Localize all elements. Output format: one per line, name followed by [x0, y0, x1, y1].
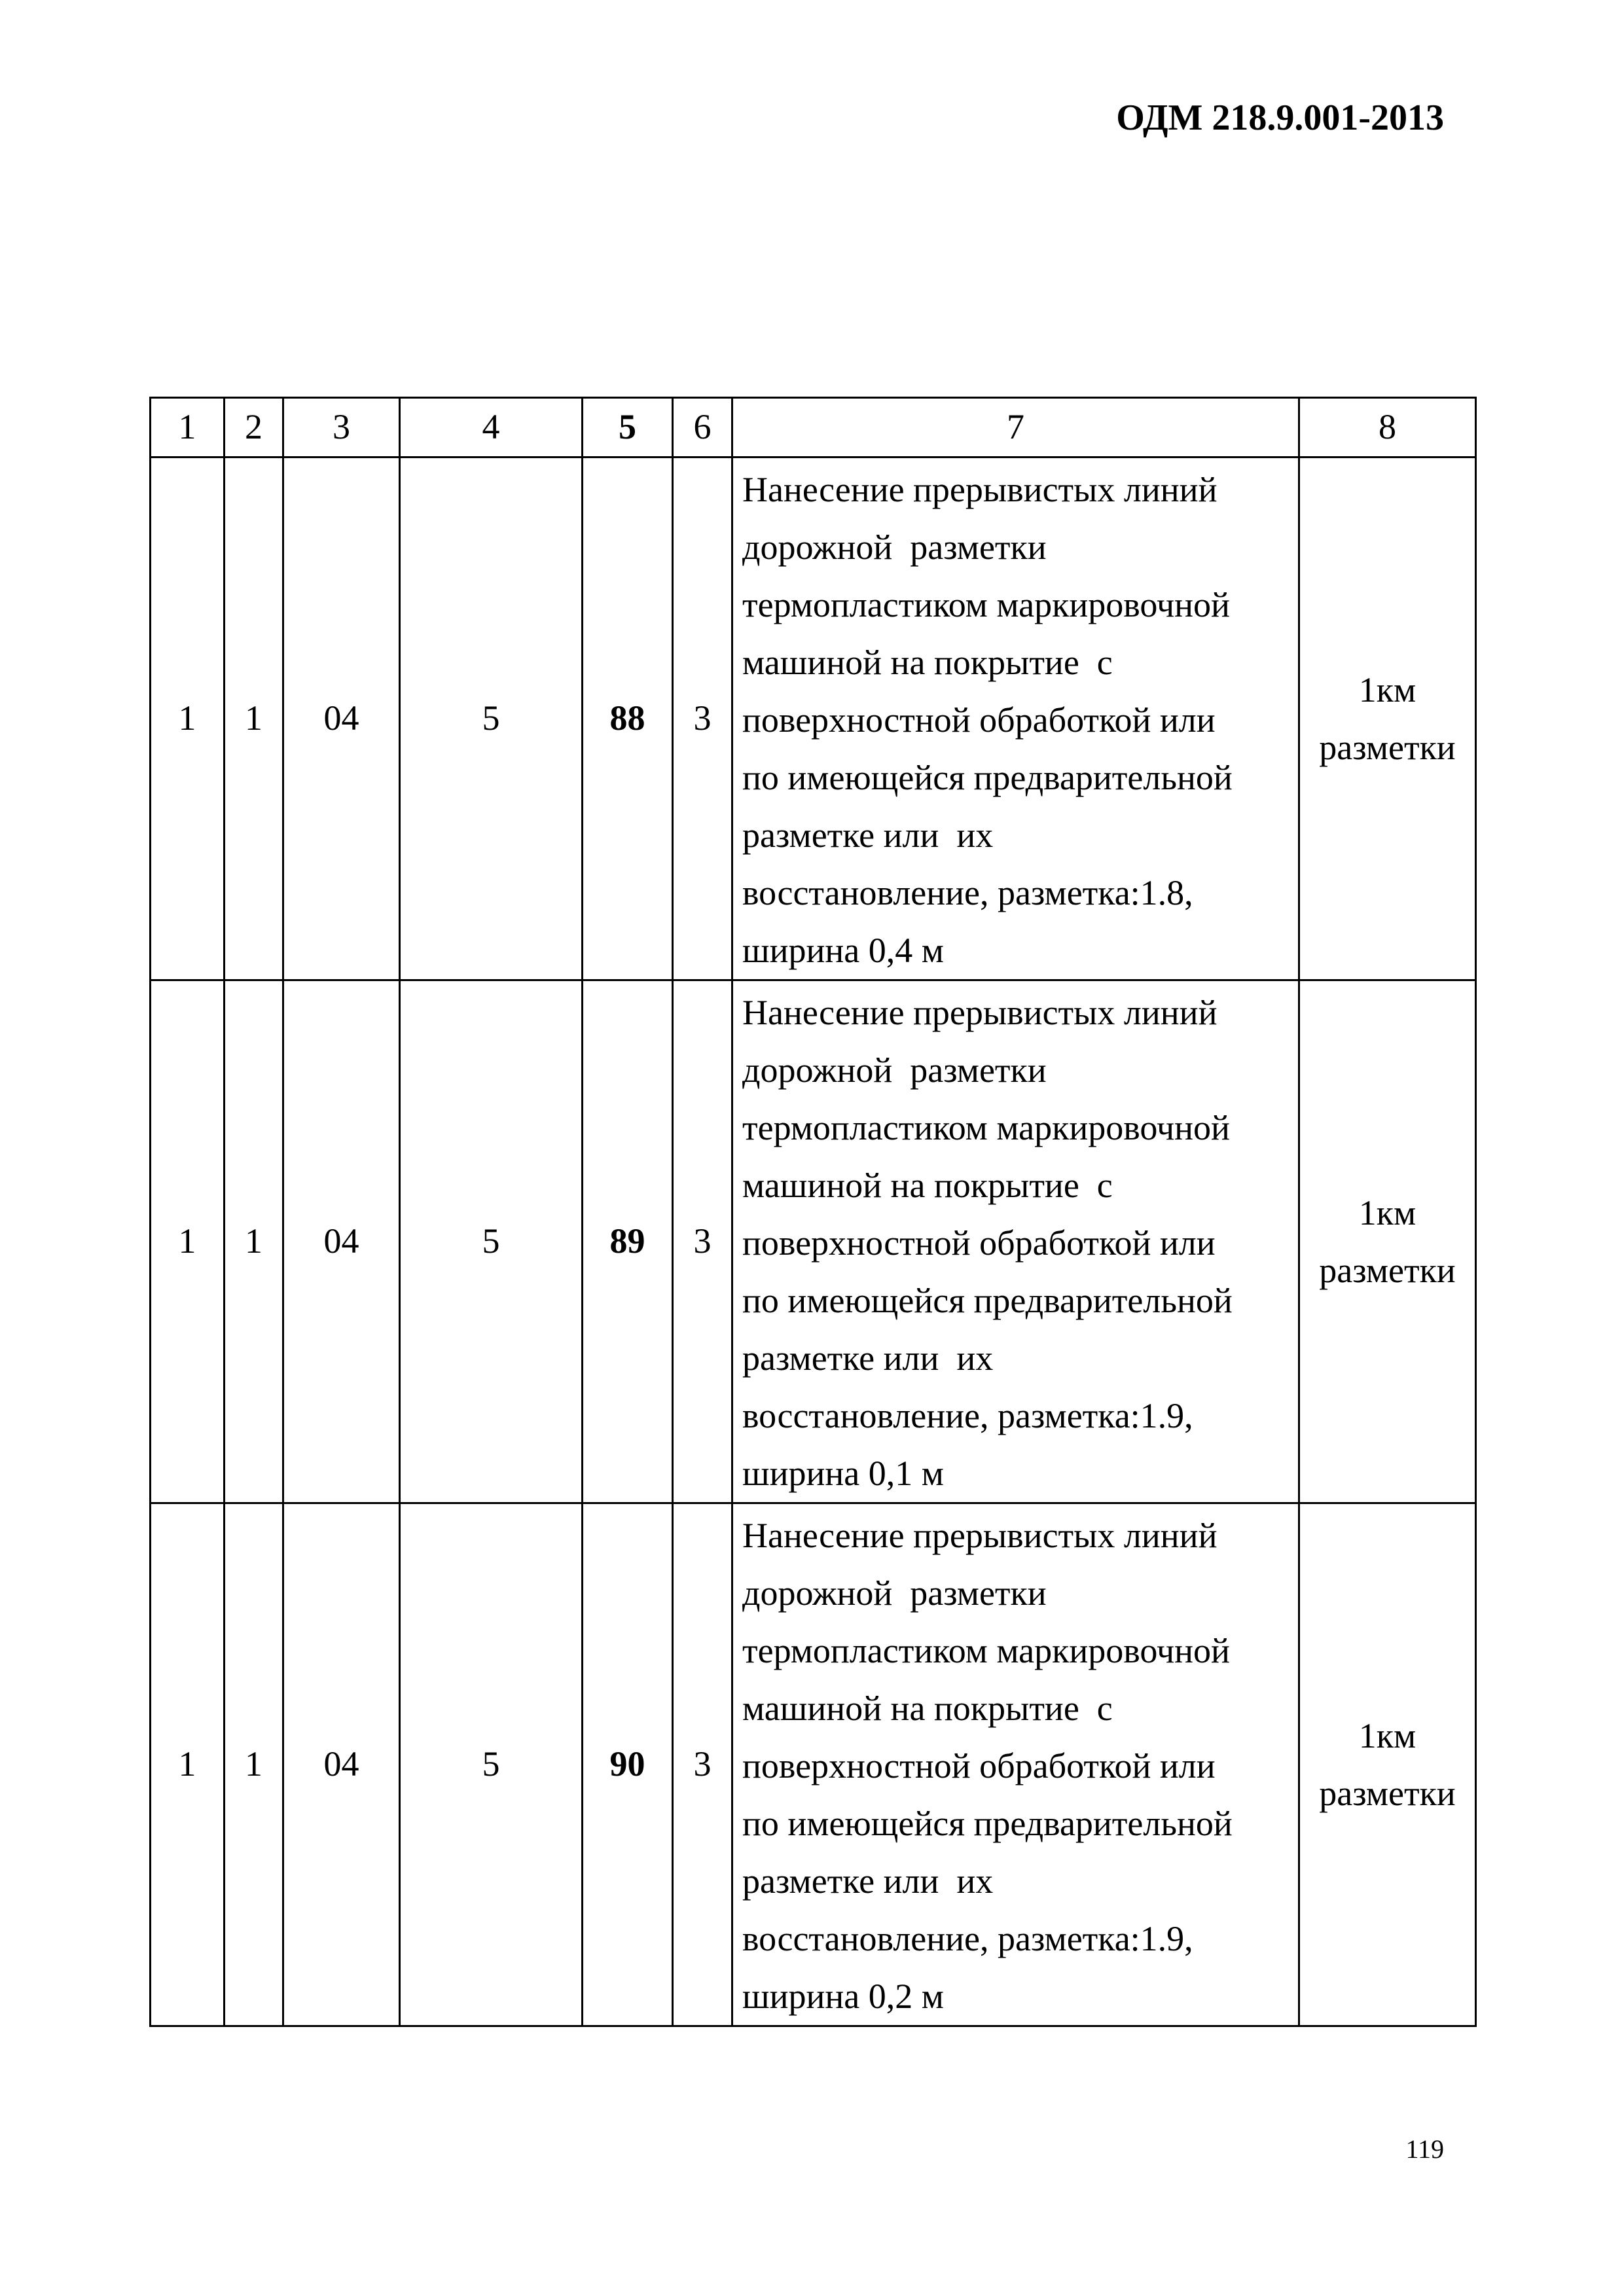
- description-line: ширина 0,2 м: [742, 1977, 944, 2016]
- cell-col-1: 1: [151, 457, 225, 980]
- description-line: Нанесение прерывистых линий: [742, 470, 1218, 509]
- cell-col-5-code: 88: [583, 457, 673, 980]
- cell-unit: [1299, 980, 1476, 1503]
- description-line: термопластиком маркировочной: [742, 1108, 1230, 1147]
- cell-col-1: 1: [151, 980, 225, 1503]
- description-line: машиной на покрытие с: [742, 1166, 1113, 1205]
- description-line: ширина 0,4 м: [742, 931, 944, 970]
- column-number-6: 6: [673, 398, 732, 457]
- description-line: поверхностной обработкой или: [742, 700, 1216, 740]
- column-number-3: 3: [283, 398, 400, 457]
- description-line: ширина 0,1 м: [742, 1454, 944, 1493]
- unit-line: разметки: [1319, 1774, 1456, 1813]
- unit-line: разметки: [1319, 728, 1456, 767]
- cell-col-2: 1: [225, 980, 283, 1503]
- table-header-row: [151, 398, 1476, 457]
- unit-line: 1км: [1358, 1716, 1416, 1755]
- description-line: термопластиком маркировочной: [742, 585, 1230, 624]
- cell-description: [732, 980, 1299, 1503]
- document-code: ОДМ 218.9.001-2013: [1116, 98, 1444, 138]
- description-line: по имеющейся предварительной: [742, 1281, 1233, 1320]
- description-line: по имеющейся предварительной: [742, 1804, 1233, 1843]
- cell-col-4: 5: [400, 457, 583, 980]
- cell-col-5-code: 90: [583, 1503, 673, 2026]
- description-line: поверхностной обработкой или: [742, 1223, 1216, 1263]
- cell-col-1: 1: [151, 1503, 225, 2026]
- description-line: разметке или их: [742, 1338, 994, 1378]
- unit-line: 1км: [1358, 670, 1416, 709]
- cell-col-3: 04: [283, 980, 400, 1503]
- description-line: Нанесение прерывистых линий: [742, 993, 1218, 1032]
- cell-col-4: 5: [400, 980, 583, 1503]
- description-line: термопластиком маркировочной: [742, 1631, 1230, 1670]
- cell-col-6: 3: [673, 457, 732, 980]
- classification-table-container: [149, 397, 1475, 2027]
- table-row: [151, 980, 1476, 1503]
- cell-col-5-code: 89: [583, 980, 673, 1503]
- cell-col-6: 3: [673, 980, 732, 1503]
- cell-col-6: 3: [673, 1503, 732, 2026]
- cell-col-3: 04: [283, 457, 400, 980]
- description-line: восстановление, разметка:1.8,: [742, 873, 1193, 912]
- description-line: машиной на покрытие с: [742, 1689, 1113, 1728]
- cell-description: [732, 457, 1299, 980]
- cell-col-2: 1: [225, 457, 283, 980]
- cell-description: [732, 1503, 1299, 2026]
- cell-col-2: 1: [225, 1503, 283, 2026]
- description-line: дорожной разметки: [742, 1050, 1047, 1090]
- description-line: разметке или их: [742, 1861, 994, 1901]
- column-number-8: 8: [1299, 398, 1476, 457]
- description-line: дорожной разметки: [742, 528, 1047, 567]
- column-number-2: 2: [225, 398, 283, 457]
- column-number-7: 7: [732, 398, 1299, 457]
- cell-col-4: 5: [400, 1503, 583, 2026]
- cell-unit: [1299, 1503, 1476, 2026]
- column-number-4: 4: [400, 398, 583, 457]
- cell-col-3: 04: [283, 1503, 400, 2026]
- description-line: дорожной разметки: [742, 1573, 1047, 1613]
- description-line: разметке или их: [742, 816, 994, 855]
- unit-line: разметки: [1319, 1251, 1456, 1290]
- description-line: машиной на покрытие с: [742, 643, 1113, 682]
- description-line: восстановление, разметка:1.9,: [742, 1396, 1193, 1435]
- description-line: Нанесение прерывистых линий: [742, 1516, 1218, 1555]
- table-row: [151, 1503, 1476, 2026]
- unit-line: 1км: [1358, 1193, 1416, 1232]
- column-number-5: 5: [583, 398, 673, 457]
- classification-table: [149, 397, 1477, 2027]
- description-line: поверхностной обработкой или: [742, 1746, 1216, 1785]
- table-row: [151, 457, 1476, 980]
- column-number-1: 1: [151, 398, 225, 457]
- cell-unit: [1299, 457, 1476, 980]
- description-line: по имеющейся предварительной: [742, 758, 1233, 797]
- description-line: восстановление, разметка:1.9,: [742, 1919, 1193, 1958]
- page-number: 119: [1405, 2134, 1444, 2164]
